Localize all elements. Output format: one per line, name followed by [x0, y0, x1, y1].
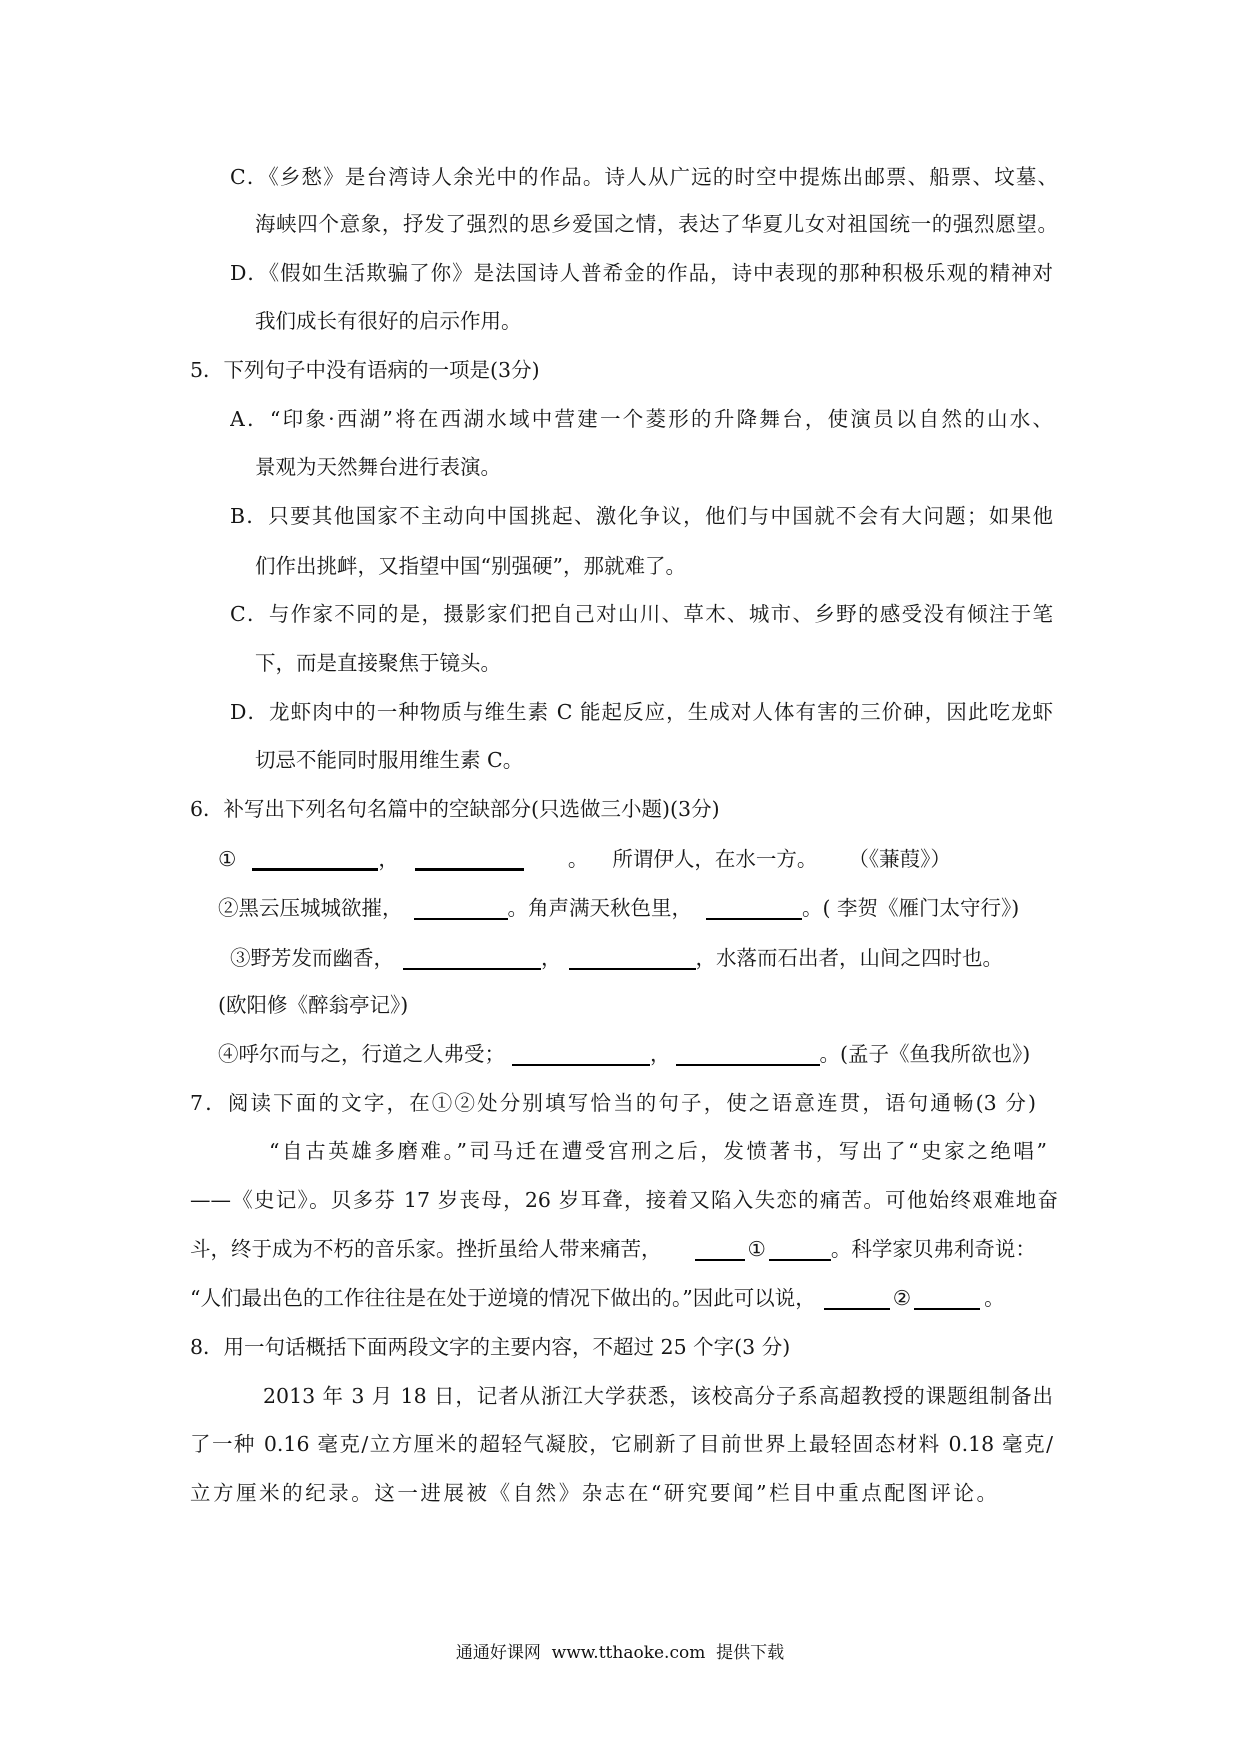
q6-item-3 [230, 943, 1003, 973]
passage-text: 。科学家贝弗利奇说： [830, 1237, 1036, 1261]
page-footer: 通通好课网 www.tthaoke.com 提供下载 [455, 1643, 785, 1663]
q4-option-c-line1: C．《乡愁》是台湾诗人余光中的作品。诗人从广远的时空中提炼出邮票、船票、坟墓、 [230, 165, 1058, 189]
item-source: 。( 李贺《雁门太守行》) [802, 896, 1020, 920]
answer-blank [824, 1308, 890, 1310]
q5-option-b-line1: B．只要其他国家不主动向中国挑起、激化争议，他们与中国就不会有大问题；如果他 [230, 504, 1053, 528]
item-separator: ， [650, 1042, 671, 1066]
q5-option-b-line2: 们作出挑衅，又指望中国“别强硬”，那就难了。 [255, 554, 686, 578]
passage-text: 斗，终于成为不朽的音乐家。挫折虽给人带来痛苦， [190, 1237, 662, 1261]
item-text: 。角声满天秋色里， [507, 896, 692, 920]
q6-item-2 [218, 893, 1019, 923]
passage-text: 。 [984, 1286, 1005, 1310]
q6-item-4 [218, 1039, 1030, 1069]
item-end-mark: 。 [567, 847, 589, 871]
item-number: ① [218, 847, 237, 871]
passage-text: “人们最出色的工作往往是在处于逆境的情况下做出的。”因此可以说， [190, 1286, 816, 1310]
answer-blank [403, 968, 541, 970]
q8-passage-line1: 2013 年 3 月 18 日，记者从浙江大学获悉，该校高分子系高超教授的课题组制备出 [263, 1384, 1053, 1408]
q8-passage-line3: 立方厘米的纪录。这一进展被《自然》杂志在“研究要闻”栏目中重点配图评论。 [190, 1481, 997, 1505]
blank-marker: ② [892, 1286, 912, 1310]
q4-option-d-line2: 我们成长有很好的启示作用。 [255, 309, 522, 333]
q5-option-c-line2: 下，而是直接聚焦于镜头。 [255, 651, 501, 675]
answer-blank [914, 1308, 980, 1310]
answer-blank [569, 968, 696, 970]
answer-blank [414, 918, 508, 920]
item-source: （《蒹葭》） [848, 847, 951, 871]
blank-marker: ① [747, 1237, 766, 1261]
item-text: ，水落而石出者，山间之四时也。 [695, 946, 1003, 970]
q5-option-d-line1: D．龙虾肉中的一种物质与维生素 C 能起反应，生成对人体有害的三价砷，因此吃龙虾 [230, 700, 1053, 724]
item-source: 。(孟子《鱼我所欲也》) [819, 1042, 1031, 1066]
answer-blank [512, 1064, 650, 1066]
q7-passage-line3 [190, 1234, 1036, 1264]
q4-option-d-line1: D．《假如生活欺骗了你》是法国诗人普希金的作品，诗中表现的那种积极乐观的精神对 [230, 261, 1053, 285]
q5-option-d-line2: 切忌不能同时服用维生素 C。 [255, 748, 524, 772]
item-text: ②黑云压城城欲摧， [218, 896, 403, 920]
item-separator: ， [541, 946, 562, 970]
item-given-text: 所谓伊人，在水一方。 [612, 847, 818, 871]
q7-passage-line2: ——《史记》。贝多芬 17 岁丧母，26 岁耳聋，接着又陷入失恋的痛苦。可他始终艰难地奋 [190, 1188, 1058, 1212]
answer-blank [415, 868, 524, 871]
answer-blank [769, 1259, 831, 1261]
q5-option-c-line1: C．与作家不同的是，摄影家们把自己对山川、草木、城市、乡野的感受没有倾注于笔 [230, 602, 1053, 626]
q5-option-a-line2: 景观为天然舞台进行表演。 [255, 455, 501, 479]
q4-option-c-line2: 海峡四个意象，抒发了强烈的思乡爱国之情，表达了华夏儿女对祖国统一的强烈愿望。 [255, 212, 1058, 236]
q5-stem: 5．下列句子中没有语病的一项是(3分) [190, 358, 540, 382]
answer-blank [252, 868, 378, 871]
q7-passage-line4 [190, 1283, 1005, 1313]
q8-stem: 8．用一句话概括下面两段文字的主要内容，不超过 25 个字(3 分) [190, 1335, 791, 1359]
q5-option-a-line1: A．“印象·西湖”将在西湖水域中营建一个菱形的升降舞台，使演员以自然的山水、 [230, 407, 1053, 431]
q7-passage-line1: “自古英雄多磨难。”司马迁在遭受宫刑之后，发愤著书，写出了“史家之绝唱” [269, 1139, 1047, 1163]
item-separator: ， [378, 847, 399, 871]
item-text: ③野芳发而幽香， [230, 946, 394, 970]
answer-blank [676, 1064, 820, 1066]
q6-item-3-source: (欧阳修《醉翁亭记》) [218, 993, 409, 1017]
q8-passage-line2: 了一种 0.16 毫克/立方厘米的超轻气凝胶，它刷新了目前世界上最轻固态材料 0.18 毫克/ [190, 1432, 1053, 1456]
answer-blank [706, 918, 802, 920]
q7-stem: 7．阅读下面的文字，在①②处分别填写恰当的句子，使之语意连贯，语句通畅(3 分) [190, 1091, 1036, 1115]
answer-blank [695, 1259, 745, 1261]
q6-item-1 [218, 844, 951, 874]
q6-stem: 6．补写出下列名句名篇中的空缺部分(只选做三小题)(3分) [190, 797, 720, 821]
item-text: ④呼尔而与之，行道之人弗受； [218, 1042, 505, 1066]
